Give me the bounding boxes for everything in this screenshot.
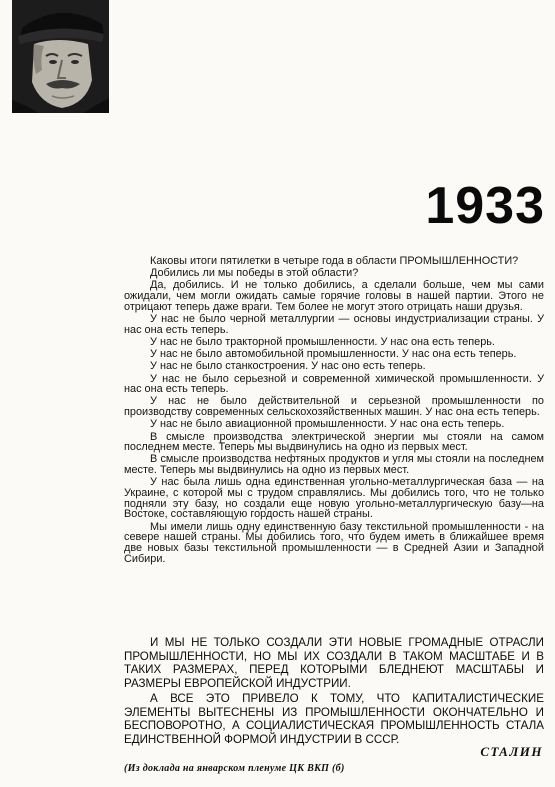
portrait-illustration [12,0,109,113]
body-paragraph: Да, добились. И не только добились, а сделали больше, чем мы сами ожидали, чем могли ожидать самые горячие головы в нашей партии. Этого не отрицают теперь даже враги. Тем более не могут этого отрицать наши друзья. [124,279,544,313]
source-note: (Из доклада на январском пленуме ЦК ВКП (б) [124,763,345,774]
body-paragraph: У нас не было действительной и серьезной промышленности по производству современных сельскохозяйственных машин. У нас она есть теперь. [124,395,544,419]
body-paragraph: В смысле производства электрической энергии мы стояли на самом последнем месте. Теперь мы выдвинулись на одно из первых мест. [124,430,544,454]
body-paragraph: Каковы итоги пятилетки в четыре года в области ПРОМЫШЛЕННОСТИ? [150,255,519,267]
conclusion-paragraph: И МЫ НЕ ТОЛЬКО СОЗДАЛИ ЭТИ НОВЫЕ ГРОМАДНЫЕ ОТРАСЛИ ПРОМЫШЛЕННОСТИ, НО МЫ ИХ СОЗДАЛИ В ТАКОМ МАСШТАБЕ И В ТАКИХ РАЗМЕРАХ, ПЕРЕД КОТОРЫМИ БЛЕДНЕЮТ МАСШТАБЫ И РАЗМЕРЫ ЕВРОПЕЙСКОЙ ИНДУСТРИИ. [124,636,544,691]
body-paragraph: У нас была лишь одна единственная угольно-металлургическая база — на Украине, с которой мы с трудом справлялись. Мы добились того, что не только подняли эту базу, но создали еще новую угольно-металлургическую базу—на Востоке, составляющую гордость нашей страны. [124,476,544,521]
body-paragraph: Мы имели лишь одну единственную базу текстильной промышленности - на севере нашей страны. Мы добились того, что будем иметь в ближайшее время две новых базы текстильной промышленности — в Средней Азии и Западной Сибири. [124,520,544,565]
year-heading: 1933 [425,177,545,235]
body-paragraph: У нас не было серьезной и современной химической промышленности. У нас она есть теперь. [124,372,544,396]
body-paragraph: Добились ли мы победы в этой области? [150,267,359,280]
article-body [124,256,544,566]
portrait-photo [12,0,109,113]
body-paragraph: У нас не было черной металлургии — основы индустриализации страны. У нас она есть теперь. [124,313,544,336]
author-signature: СТАЛИН [480,744,543,759]
body-paragraph: У нас не было тракторной промышленности. У нас она есть теперь. [150,335,495,348]
body-paragraph: У нас не было станкостроения. У нас оно есть теперь. [150,360,426,373]
body-paragraph: У нас не было авиационной промышленности. У нас она есть теперь. [150,418,505,431]
conclusion-block [124,636,544,748]
body-paragraph: В смысле производства нефтяных продуктов и угля мы стояли на последнем месте. Теперь мы выдвинулись на одно из первых мест. [124,453,544,477]
body-paragraph: У нас не было автомобильной промышленности. У нас она есть теперь. [150,348,517,361]
conclusion-paragraph: А ВСЕ ЭТО ПРИВЕЛО К ТОМУ, ЧТО КАПИТАЛИСТИЧЕСКИЕ ЭЛЕМЕНТЫ ВЫТЕСНЕНЫ ИЗ ПРОМЫШЛЕННОСТИ ОКОНЧАТЕЛЬНО И БЕСПОВОРОТНО, А СОЦИАЛИСТИЧЕСКАЯ ПРОМЫШЛЕННОСТЬ СТАЛА ЕДИНСТВЕННОЙ ФОРМОЙ ИНДУСТРИИ В СССР. [124,691,544,746]
